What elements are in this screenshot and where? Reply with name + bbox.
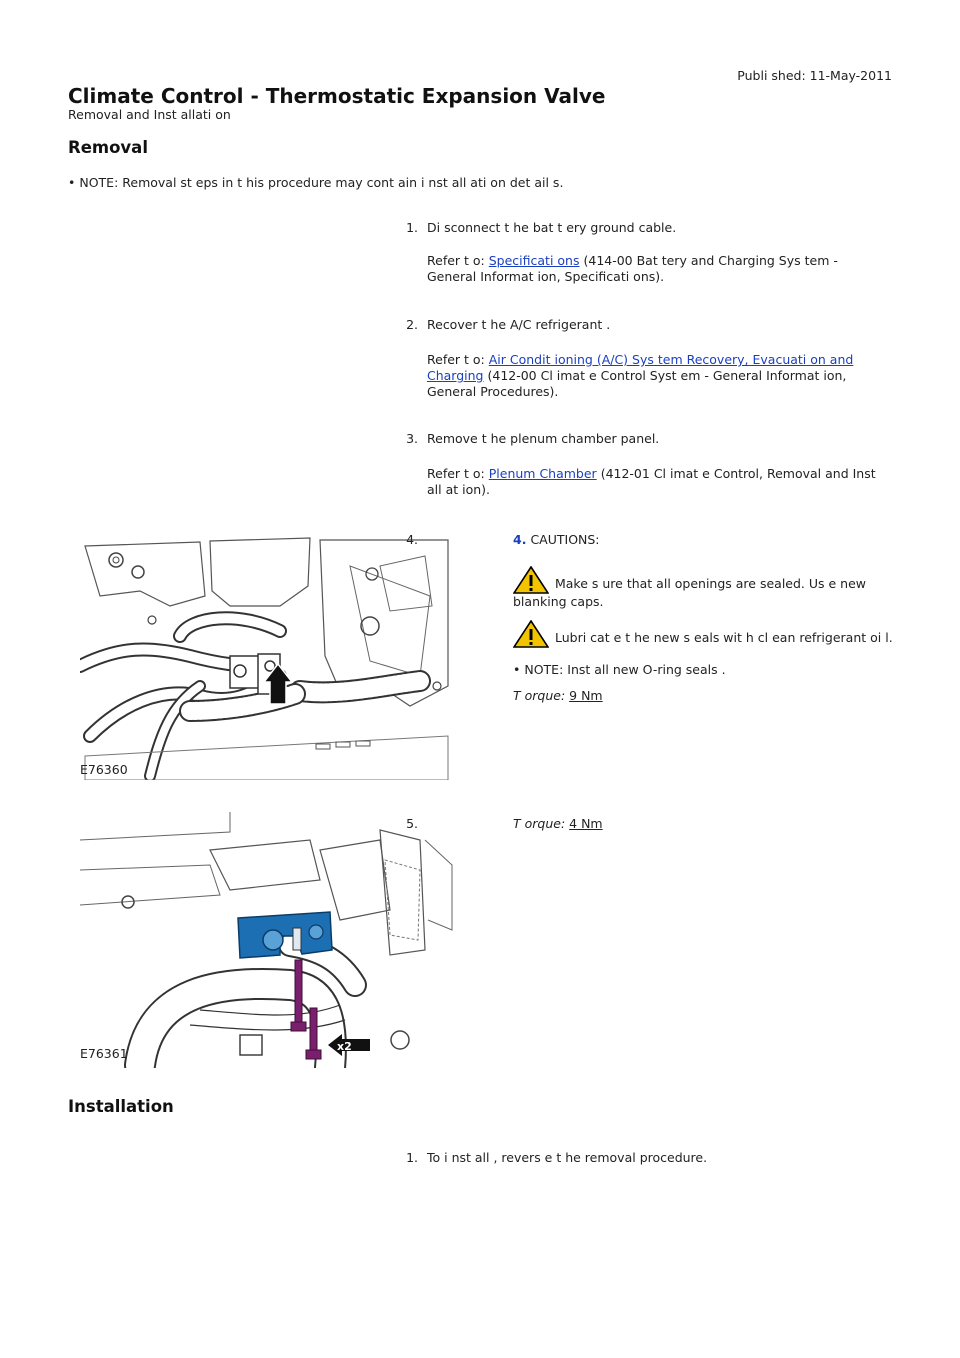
warning-icon <box>513 566 549 594</box>
step-4-note: • NOTE: Inst all new O-ring seals . <box>513 662 726 677</box>
torque-label: T orque: <box>513 688 566 703</box>
figure-e76360 <box>80 536 453 780</box>
step-1-number: 1. <box>406 220 418 235</box>
caution-1 <box>513 566 898 610</box>
step-3-number: 3. <box>406 431 418 446</box>
step-2-refer-prefix: Refer t o: <box>427 352 485 367</box>
step-1-refer-prefix: Refer t o: <box>427 253 485 268</box>
install-step-1-number: 1. <box>406 1150 418 1165</box>
step-3-text: Remove t he plenum chamber panel. <box>427 431 660 446</box>
step-2-text: Recover t he A/C refrigerant . <box>427 317 611 332</box>
figure-e76361-label: E76361 <box>80 1046 128 1061</box>
step-2-number: 2. <box>406 317 418 332</box>
step-3-link[interactable]: Plenum Chamber <box>488 466 597 481</box>
step-4-torque <box>513 688 603 703</box>
installation-heading: Installation <box>68 1097 174 1116</box>
page-subtitle: Removal and Inst allati on <box>68 107 231 122</box>
step-4-cautions-label: CAUTIONS: <box>530 532 600 547</box>
figure-e76361 <box>80 810 453 1068</box>
figure-e76361-callout: x2 <box>337 1040 352 1053</box>
figure-e76360-label: E76360 <box>80 762 128 777</box>
step-1-link[interactable]: Specificati ons <box>488 253 580 268</box>
published-date: Publi shed: 11-May-2011 <box>737 68 892 83</box>
step-5-number: 5. <box>406 816 418 831</box>
step-3-refer-suffix: (412-01 Cl imat e Control, Removal and Inst all at ion). <box>427 466 876 497</box>
caution-1-text: Make s ure that all openings are sealed. Us e new blanking caps. <box>513 576 867 609</box>
removal-note: • NOTE: Removal st eps in t his procedure may cont ain i nst all ati on det ail s. <box>68 175 564 190</box>
removal-heading: Removal <box>68 138 148 157</box>
step-1-text: Di sconnect t he bat t ery ground cable. <box>427 220 677 235</box>
step-5-torque <box>513 816 603 831</box>
caution-2 <box>513 620 898 648</box>
step-1-refer-suffix: (414-00 Bat tery and Charging Sys tem - General Informat ion, Specificati ons). <box>427 253 838 284</box>
step-4-number: 4. <box>406 532 418 547</box>
caution-2-text: Lubri cat e t he new s eals wit h cl ean refrigerant oi l. <box>554 630 893 645</box>
step-4-cautions-heading <box>513 532 600 547</box>
warning-icon <box>513 620 549 648</box>
step-2-refer-suffix: (412-00 Cl imat e Control Syst em - General Informat ion, General Procedures). <box>427 368 847 399</box>
step-2-link[interactable]: Air Condit ioning (A/C) Sys tem Recovery, Evacuati on and Charging <box>427 352 854 383</box>
step-3-refer-prefix: Refer t o: <box>427 466 485 481</box>
step-2-refer <box>427 352 877 400</box>
step-1-refer <box>427 253 877 285</box>
torque-label: T orque: <box>513 816 566 831</box>
install-step-1-text: To i nst all , revers e t he removal procedure. <box>427 1150 708 1165</box>
page-title: Climate Control - Thermostatic Expansion Valve <box>68 84 606 108</box>
step-4-bold-number: 4. <box>513 532 527 547</box>
torque-value: 4 Nm <box>569 816 603 831</box>
torque-value: 9 Nm <box>569 688 603 703</box>
step-3-refer <box>427 466 877 498</box>
